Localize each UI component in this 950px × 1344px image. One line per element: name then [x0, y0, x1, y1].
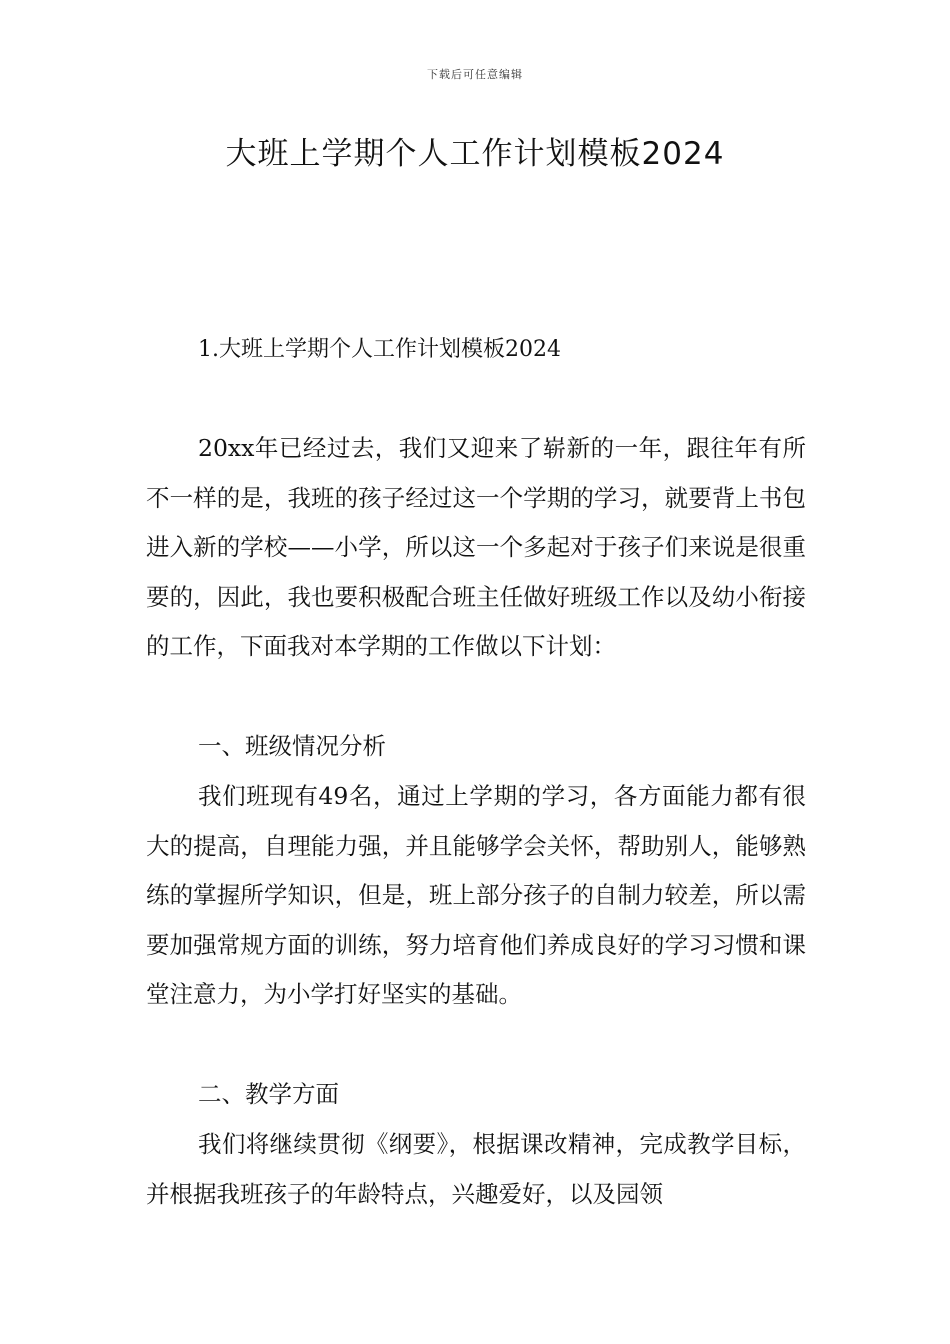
class-analysis-paragraph: 我们班现有49名，通过上学期的学习，各方面能力都有很大的提高，自理能力强，并且能够学会关怀，帮助别人，能够熟练的掌握所学知识，但是，班上部分孩子的自制力较差，所以需要加强常规方面的训练，努力培育他们养成良好的学习习惯和课堂注意力，为小学打好坚实的基础。 — [146, 782, 806, 1008]
intro-paragraph: 20xx年已经过去，我们又迎来了崭新的一年，跟往年有所不一样的是，我班的孩子经过这一个学期的学习，就要背上书包进入新的学校——小学，所以这一个多起对于孩子们来说是很重要的，因此，我也要积极配合班主任做好班级工作以及幼小衔接的工作，下面我对本学期的工作做以下计划： — [146, 434, 806, 660]
document-title: 大班上学期个人工作计划模板2024 — [225, 136, 725, 172]
section-heading-teaching: 二、教学方面 — [198, 1080, 339, 1108]
header-note: 下载后可任意编辑 — [427, 68, 523, 81]
section-heading-class-analysis: 一、班级情况分析 — [198, 732, 386, 760]
teaching-paragraph: 我们将继续贯彻《纲要》，根据课改精神，完成教学目标，并根据我班孩子的年龄特点，兴趣爱好，以及园领 — [146, 1130, 806, 1208]
document-subtitle: 1.大班上学期个人工作计划模板2024 — [198, 337, 561, 362]
